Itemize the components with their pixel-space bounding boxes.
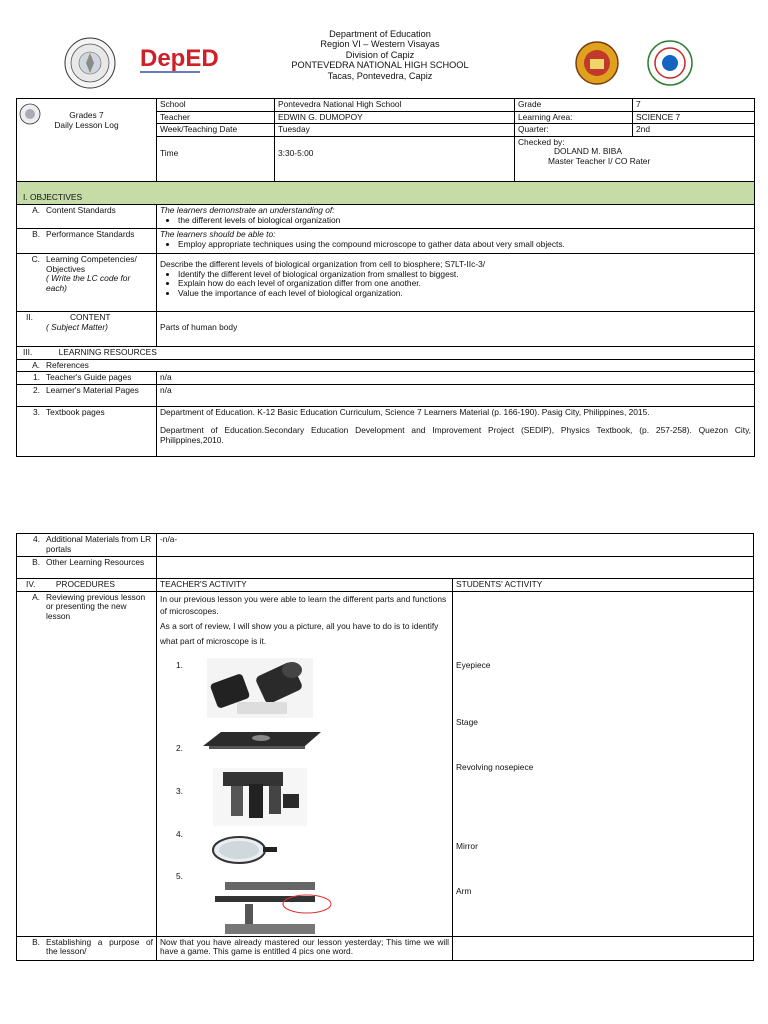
purpose-student-cell bbox=[453, 936, 754, 960]
lm-value: n/a bbox=[157, 384, 755, 406]
item-4-num: 4. bbox=[176, 828, 183, 839]
item-5-num: 5. bbox=[176, 870, 183, 881]
item-3-num: 3. bbox=[176, 785, 183, 796]
document-header bbox=[230, 29, 530, 81]
competencies-label bbox=[17, 254, 157, 312]
review-text-1: In our previous lesson you were able to learn the different parts and functions of microscopes. bbox=[160, 593, 447, 616]
student-activity-header: STUDENTS' ACTIVITY bbox=[453, 579, 754, 592]
competencies-value bbox=[157, 254, 755, 312]
other-label: Other Learning Resources bbox=[46, 557, 145, 567]
r3-value-1: Department of Education. K-12 Basic Education Curriculum, Science 7 Learners Material (p. 166-190). Pasig City, Philippines, 2015. bbox=[160, 406, 650, 417]
checked-title: Master Teacher I/ CO Rater bbox=[548, 155, 651, 166]
grade-label: Grade bbox=[515, 99, 633, 112]
answer-4: Mirror bbox=[456, 840, 478, 851]
other-num: B. bbox=[32, 557, 40, 567]
deped-seal-logo bbox=[64, 37, 116, 89]
week-label: Week/Teaching Date bbox=[157, 124, 275, 137]
textbook-label bbox=[17, 406, 157, 456]
resources-heading bbox=[17, 347, 755, 360]
answer-2: Stage bbox=[456, 716, 478, 727]
review-num: A. bbox=[32, 591, 40, 602]
review-student-cell bbox=[453, 591, 754, 936]
review-text-2: As a sort of review, I will show you a picture, all you have to do is to identify what part of microscope is it. bbox=[160, 620, 439, 646]
b-bullet: • Employ appropriate techniques using the compound microscope to gather data about very small objects. bbox=[178, 240, 751, 250]
ref-a-num: A. bbox=[32, 359, 40, 370]
content-num: II. bbox=[26, 312, 33, 322]
a-label: Content Standards bbox=[46, 205, 116, 215]
deped-logo-text: DepED bbox=[140, 45, 219, 72]
a-bullet: • the different levels of biological organization bbox=[178, 216, 751, 226]
resources-num: III. bbox=[23, 347, 33, 357]
small-seal-icon bbox=[19, 103, 41, 125]
content-label bbox=[17, 312, 157, 347]
c-bullet-3: • Value the importance of each level of biological organization. bbox=[178, 289, 751, 299]
a-num: A. bbox=[32, 205, 40, 215]
teacher-value: EDWIN G. DUMOPOY bbox=[275, 111, 515, 124]
content-standards-value bbox=[157, 205, 755, 229]
r4-num: 4. bbox=[33, 534, 40, 544]
r4-label: Additional Materials from LR portals bbox=[46, 534, 152, 554]
purpose-label-text: Establishing a purpose of the lesson/ bbox=[46, 936, 153, 957]
procedures-table bbox=[16, 533, 754, 961]
c-num: C. bbox=[31, 254, 40, 264]
header-line-5: Tacas, Pontevedra, Capiz bbox=[327, 70, 433, 81]
school-label: School bbox=[157, 99, 275, 112]
proc-title: PROCEDURES bbox=[55, 579, 115, 589]
time-label: Time bbox=[157, 136, 275, 182]
purpose-label bbox=[17, 936, 157, 960]
c-bullet-1: • Identify the different level of biological organization from smallest to biggest. bbox=[178, 270, 751, 280]
b-intro: The learners should be able to: bbox=[160, 229, 276, 239]
purpose-num: B. bbox=[32, 936, 40, 947]
c-text: Describe the different levels of biological organization from cell to biosphere; S7LT-IIc-3/ bbox=[160, 259, 486, 269]
dll-label: Daily Lesson Log bbox=[54, 119, 119, 130]
review-label-text: Reviewing previous lesson or presenting the new lesson bbox=[46, 591, 146, 621]
checked-name: DOLAND M. BIBA bbox=[554, 146, 622, 157]
additional-materials-label bbox=[17, 534, 157, 557]
quarter-label: Quarter: bbox=[515, 124, 633, 137]
school-value: Pontevedra National High School bbox=[275, 99, 515, 112]
b-num: B. bbox=[32, 229, 40, 239]
quarter-value: 2nd bbox=[633, 124, 755, 137]
dll-title-cell bbox=[17, 99, 157, 183]
item-2-num: 2. bbox=[176, 742, 183, 753]
ref-a-label: References bbox=[46, 359, 89, 370]
stage-image bbox=[201, 728, 323, 756]
deped-logo bbox=[138, 40, 219, 80]
content-value: Parts of human body bbox=[157, 312, 755, 347]
resources-title: LEARNING RESOURCES bbox=[58, 347, 157, 357]
content-standards-label bbox=[17, 205, 157, 229]
header-line-1: Department of Education bbox=[329, 29, 431, 39]
objectives-heading: I. OBJECTIVES bbox=[17, 182, 755, 205]
nosepiece-image bbox=[213, 768, 307, 826]
references-row bbox=[17, 359, 755, 372]
grade-value: 7 bbox=[633, 99, 755, 112]
r1-num: 1. bbox=[33, 372, 40, 383]
r2-label: Learner's Material Pages bbox=[46, 384, 139, 395]
other-resources-value bbox=[157, 557, 754, 579]
teacher-label: Teacher bbox=[157, 111, 275, 124]
purpose-teacher-cell: Now that you have already mastered our lesson yesterday; This time we will have a game. This game is entitled 4 pics one word. bbox=[157, 936, 453, 960]
arm-image bbox=[205, 874, 335, 936]
textbook-value bbox=[157, 406, 755, 456]
c-note: ( Write the LC code for each) bbox=[46, 273, 131, 293]
r3-value-2: Department of Education.Secondary Education Development and Improvement Project (SEDIP), Physics Textbook, (p. 257-258). Quezon City, Philippines,2010. bbox=[160, 425, 752, 445]
week-value: Tuesday bbox=[275, 124, 515, 137]
r3-label: Textbook pages bbox=[46, 406, 105, 417]
checked-by-cell bbox=[515, 136, 755, 182]
content-sub: ( Subject Matter) bbox=[46, 321, 108, 332]
area-label: Learning Area: bbox=[515, 111, 633, 124]
area-value: SCIENCE 7 bbox=[633, 111, 755, 124]
proc-num: IV. bbox=[26, 579, 36, 589]
additional-materials-value: -n/a- bbox=[157, 534, 754, 557]
school-logo bbox=[647, 40, 693, 86]
header-line-4: PONTEVEDRA NATIONAL HIGH SCHOOL bbox=[291, 60, 469, 71]
content-title: CONTENT bbox=[70, 312, 111, 322]
answer-3: Revolving nosepiece bbox=[456, 761, 534, 772]
tg-label bbox=[17, 372, 157, 385]
info-table bbox=[16, 98, 755, 183]
header-line-3: Division of Capiz bbox=[345, 49, 415, 60]
r3-num: 3. bbox=[33, 406, 40, 417]
eyepiece-image bbox=[207, 658, 313, 718]
checked-label: Checked by: bbox=[518, 136, 565, 147]
lm-label bbox=[17, 384, 157, 406]
performance-standards-label bbox=[17, 229, 157, 254]
time-value: 3:30-5:00 bbox=[275, 136, 515, 182]
r1-label: Teacher's Guide pages bbox=[46, 372, 132, 383]
a-intro: The learners demonstrate an understanding of: bbox=[160, 205, 335, 215]
item-1-num: 1. bbox=[176, 659, 183, 670]
answer-1: Eyepiece bbox=[456, 659, 491, 670]
other-resources-label bbox=[17, 557, 157, 579]
answer-5: Arm bbox=[456, 885, 472, 896]
division-logo bbox=[575, 41, 619, 85]
c-bullet-2: • Explain how do each level of organization differ from one another. bbox=[178, 279, 751, 289]
teacher-activity-header: TEACHER'S ACTIVITY bbox=[157, 579, 453, 592]
mirror-image bbox=[209, 832, 279, 870]
r2-num: 2. bbox=[33, 384, 40, 395]
grades-label: Grades 7 bbox=[69, 110, 104, 120]
objectives-table bbox=[16, 181, 755, 457]
tg-value: n/a bbox=[157, 372, 755, 385]
procedures-label bbox=[17, 579, 157, 592]
review-label bbox=[17, 591, 157, 936]
performance-standards-value bbox=[157, 229, 755, 254]
b-label: Performance Standards bbox=[46, 229, 135, 239]
review-teacher-cell bbox=[157, 591, 453, 936]
header-line-2: Region VI – Western Visayas bbox=[320, 39, 440, 50]
c-label: Learning Competencies/ Objectives bbox=[46, 254, 137, 274]
